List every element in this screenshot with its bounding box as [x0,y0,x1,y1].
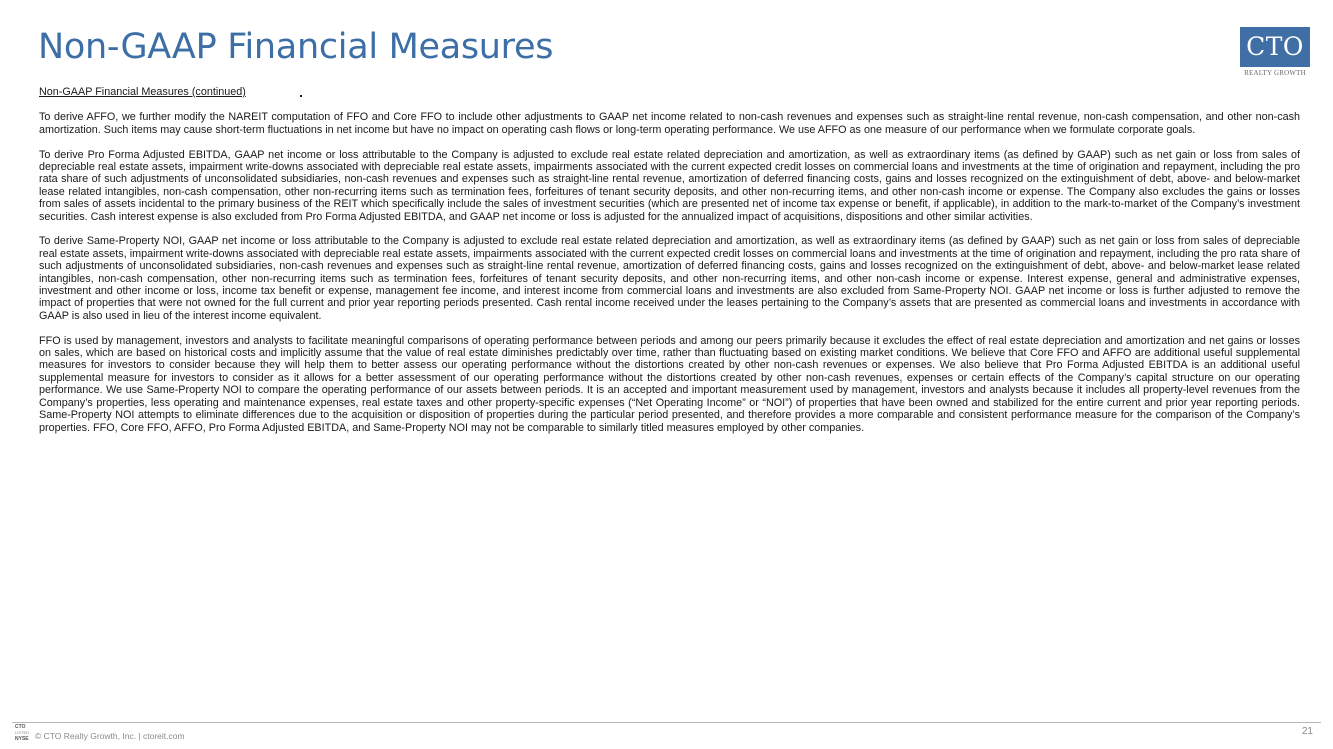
subheading-row [39,86,1300,111]
footer-logo-top: CTO [15,724,26,730]
page-number: 21 [1301,726,1313,737]
company-logo [1240,27,1310,81]
paragraph-affo: To derive AFFO, we further modify the NAREIT computation of FFO and Core FFO to include other adjustments to GAAP net income related to non-cash revenues and expenses such as straight-line rental revenue, non-cash compensation, and other non-cash amortization. Such items may cause short-term fluctuations in net income but have no impact on operating cash flows or long-term operating performance. We use AFFO as one measure of our performance when we formulate corporate goals. [39,111,1300,136]
footer-logo-bottom: NYSE [15,736,29,742]
page-title: Non-GAAP Financial Measures [38,27,554,67]
section-subheading: Non-GAAP Financial Measures (continued) [39,86,246,98]
paragraph-ffo-usage: FFO is used by management, investors and analysts to facilitate meaningful comparisons of operating performance between periods and among our peers primarily because it excludes the effect of real estate depreciation and amortization and net gains or losses on sales, which are based on historical costs and implicitly assume that the value of real estate diminishes predictably over time, rather than fluctuating based on existing market conditions. We believe that Core FFO and AFFO are additional useful supplemental measures for investors to consider because they will help them to better assess our operating performance without the distortions created by other non-cash revenues or expenses. We also believe that Pro Forma Adjusted EBITDA is an additional useful supplemental measure for investors to consider as it allows for a better assessment of our operating performance without the distortions created by other non-cash revenues, expenses or certain effects of the Company’s capital structure on our operating performance. We use Same-Property NOI to compare the operating performance of our assets between periods. It is an accepted and important measurement used by management, investors and analysts because it includes all property-level revenues from the Company’s properties, less operating and maintenance expenses, real estate taxes and other property-specific expenses (“Net Operating Income” or “NOI”) of properties that have been owned and stabilized for the entire current and prior year reporting periods. Same-Property NOI attempts to eliminate differences due to the acquisition or disposition of properties during the particular period presented, and therefore provides a more comparable and consistent performance measure for the comparison of the Company’s properties. FFO, Core FFO, AFFO, Pro Forma Adjusted EBITDA, and Same-Property NOI may not be comparable to similarly titled measures employed by other companies. [39,334,1300,434]
paragraph-same-property-noi: To derive Same-Property NOI, GAAP net income or loss attributable to the Company is adjusted to exclude real estate related depreciation and amortization, as well as extraordinary items (as defined by GAAP) such as net gain or loss from sales of depreciable real estate assets, impairment write-downs associated with depreciable real estate assets, impairments associated with the current expected credit losses on commercial loans and investments at the time of origination and repayment, including the pro rata share of such adjustments of unconsolidated subsidiaries, non-cash revenues and expenses such as straight-line rental revenue, amortization of deferred financing costs, gains and losses recognized on the extinguishment of debt, above- and below-market lease related intangibles, non-cash compensation, other non-recurring items such as termination fees, forfeitures of tenant security deposits, and other non-recurring items, and other non-cash income or expense. Interest expense, general and administrative expenses, investment and other income or loss, income tax benefit or expense, management fee income, and interest income from commercial loans and investments are also excluded from Same-Property NOI. GAAP net income or loss is further adjusted to remove the impact of properties that were not owned for the full current and prior year reporting periods presented. Cash rental income received under the leases pertaining to the Company’s assets that are presented as commercial loans and investments in accordance with GAAP is also used in lieu of the interest income equivalent. [39,235,1300,322]
footer-logo-mid: LISTED [15,730,30,735]
nyse-listed-logo [15,724,33,742]
body-content [39,86,1300,446]
footer-copyright: © CTO Realty Growth, Inc. | ctoreit.com [35,731,185,741]
footer-divider [12,722,1321,723]
logo-tagline: REALTY GROWTH [1244,69,1306,77]
paragraph-ebitda: To derive Pro Forma Adjusted EBITDA, GAAP net income or loss attributable to the Company is adjusted to exclude real estate related depreciation and amortization, as well as extraordinary items (as defined by GAAP) such as net gain or loss from sales of depreciable real estate assets, impairment write-downs associated with depreciable real estate assets, impairments associated with the current expected credit losses on commercial loans and investments at the time of origination and repayment, including the pro rata share of such adjustments of unconsolidated subsidiaries, non-cash revenues and expenses such as straight-line rental revenue, amortization of deferred financing costs, gains and losses recognized on the extinguishment of debt, above- and below-market lease related intangibles, non-cash compensation, other non-recurring items such as termination fees, forfeitures of tenant security deposits, and other non-recurring items, and other non-cash income or expense. The Company also excludes the gains or losses from sales of assets incidental to the primary business of the REIT which specifically include the sales of investment securities (which are presented net of income tax expense or benefit, if applicable), in addition to the mark-to-market of the Company’s investment securities. Cash interest expense is also excluded from Pro Forma Adjusted EBITDA, and GAAP net income or loss is adjusted for the annualized impact of acquisitions, dispositions and other similar activities. [39,148,1300,223]
stray-dot [300,95,302,97]
logo-mark: CTO [1240,27,1310,67]
